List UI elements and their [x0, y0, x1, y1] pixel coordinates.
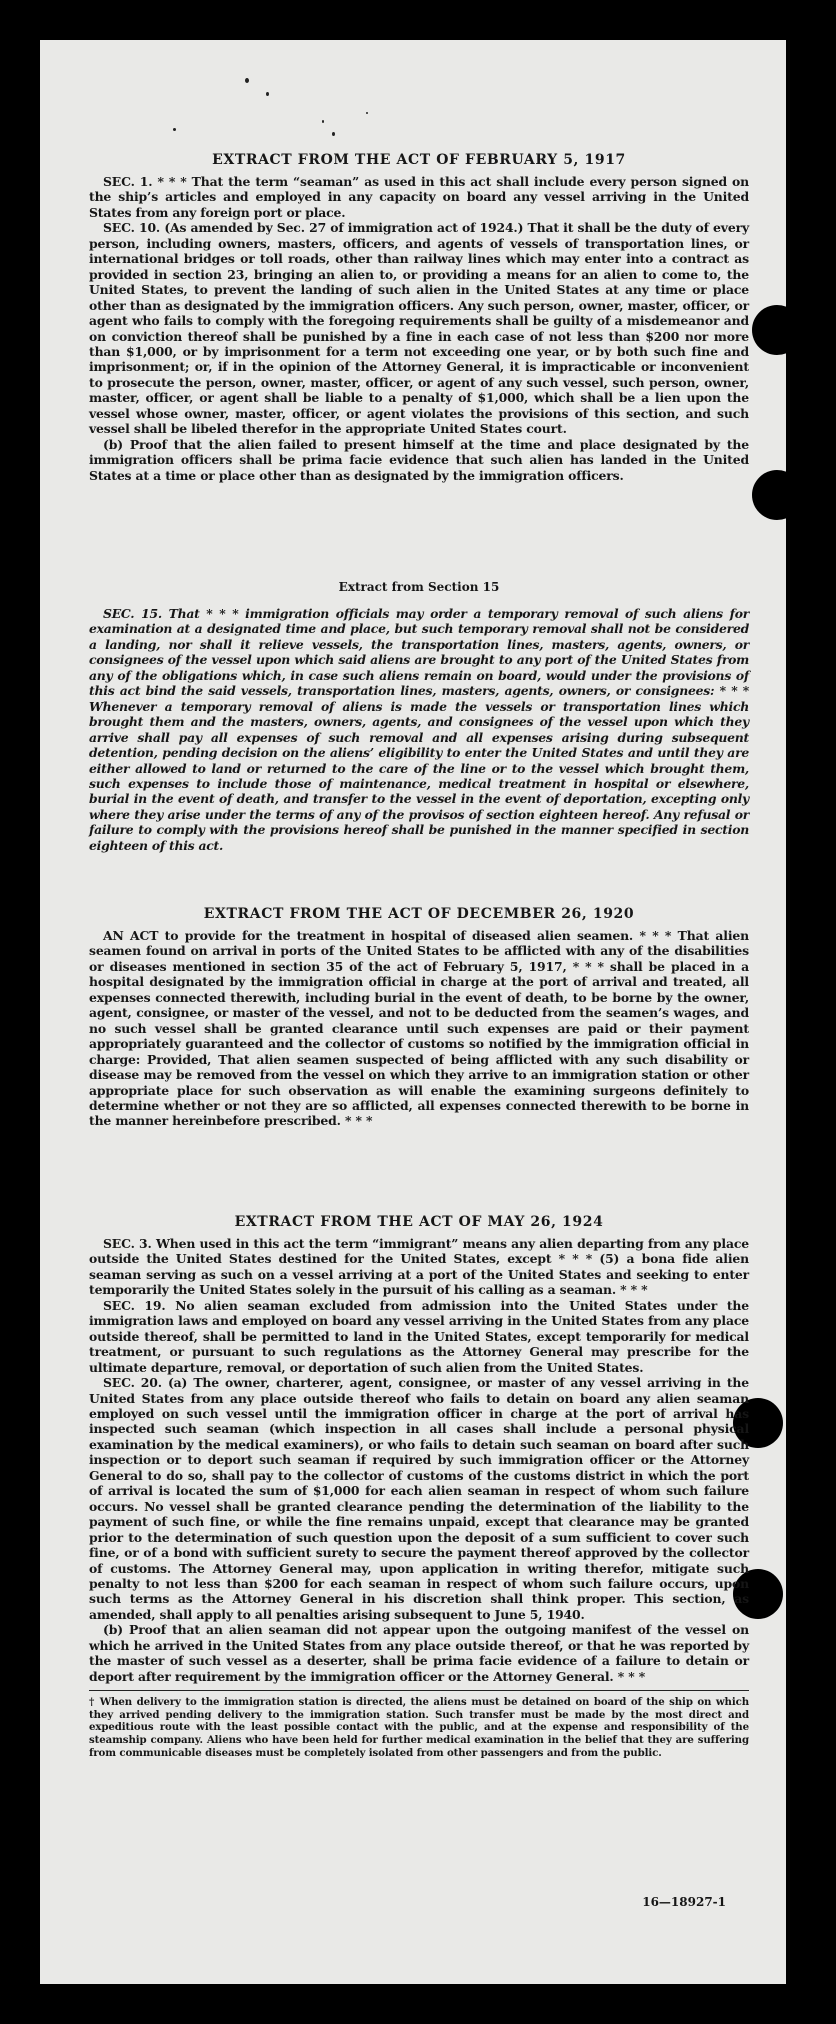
ink-speck	[322, 120, 324, 123]
section-heading: Extract from Section 15	[338, 580, 500, 594]
ink-speck	[173, 128, 176, 131]
paragraph: SEC. 10. (As amended by Sec. 27 of immigration act of 1924.) That it shall be the duty of every person, including owners, masters, officers, and agents of vessels of transportation lines, or international bridges or toll roads, other than railway lines which may enter into a contract as provided in section 23, bringing an alien to, or providing a means for an alien to come to, the United States, to prevent the landing of such alien in the United States at any time or place other than as designated by the immigration officers. Any such person, owner, master, officer, or agent who fails to comply with the foregoing requirements shall be guilty of a misdemeanor and on conviction thereof shall be punished by a fine in each case of not less than $200 nor more than $1,000, or by imprisonment for a term not exceeding one year, or by both such fine and imprisonment; or, if in the opinion of the Attorney General, it is impracticable or inconvenient to prosecute the person, owner, master, officer, or agent of any such vessel, such person, owner, master, officer, or agent shall be liable to a penalty of $1,000, which shall be a lien upon the vessel whose owner, master, officer, or agent violates the provisions of this section, and such vessel shall be libeled therefor in the appropriate United States court.	[89, 220, 749, 437]
ink-speck	[245, 78, 249, 83]
footnote-divider	[89, 1690, 749, 1691]
form-code: 16—18927-1	[642, 1895, 726, 1909]
paragraph: AN ACT to provide for the treatment in hospital of diseased alien seamen. * * * That alien seamen found on arrival in ports of the United States to be afflicted with any of the disabilities or diseases mentioned in section 35 of the act of February 5, 1917, * * * shall be placed in a hospital designated by the immigration official in charge at the port of arrival and treated, all expenses connected therewith, including burial in the event of death, to be borne by the owner, agent, consignee, or master of the vessel, and not to be deducted from the seamen’s wages, and no such vessel shall be granted clearance until such expenses are paid or their payment appropriately guaranteed and the collector of customs so notified by the immigration official in charge: Provided, That alien seamen suspected of being afflicted with any such disability or disease may be removed from the vessel on which they arrive to an immigration station or other appropriate place for such observation as will enable the examining surgeons definitely to determine whether or not they are so afflicted, all expenses connected therewith to be borne in the manner hereinbefore prescribed. * * *	[89, 928, 749, 1129]
paragraph: SEC. 3. When used in this act the term “immigrant” means any alien departing from any place outside the United States destined for the United States, except * * * (5) a bona fide alien seaman serving as such on a vessel arriving at a port of the United States and seeking to enter temporarily the United States solely in the pursuit of his calling as a seaman. * * *	[89, 1236, 749, 1298]
paragraph: (b) Proof that the alien failed to present himself at the time and place designated by the immigration officers shall be prima facie evidence that such alien has landed in the United States at a time or place other than as designated by the immigration officers.	[89, 436, 749, 483]
paragraph: SEC. 19. No alien seaman excluded from admission into the United States under the immigration laws and employed on board any vessel arriving in the United States from any place outside thereof, shall be permitted to land in the United States, except temporarily for medical treatment, or pursuant to such regulations as the Attorney General may prescribe for the ultimate departure, removal, or deportation of such alien from the United States.	[89, 1297, 749, 1375]
section-act-1920	[89, 906, 749, 1129]
section-heading: EXTRACT FROM THE ACT OF MAY 26, 1924	[234, 1214, 604, 1230]
section-act-1924	[89, 1214, 749, 1759]
ink-speck	[266, 92, 269, 96]
paragraph: (b) Proof that an alien seaman did not appear upon the outgoing manifest of the vessel on which he arrived in the United States from any place outside thereof, or that he was reported by the master of such vessel as a deserter, shall be prima facie evidence of a failure to detain or deport after requirement by the immigration officer or the Attorney General. * * *	[89, 1622, 749, 1684]
document-page	[40, 40, 786, 1984]
footnote: † When delivery to the immigration station is directed, the aliens must be detained on board of the ship on which they arrived pending delivery to the immigration station. Such transfer must be made by the most direct and expeditious route with the least possible contact with the public, and at the expense and responsibility of the steamship company. Aliens who have been held for further medical examination in the belief that they are suffering from communicable diseases must be completely isolated from other passengers and from the public.	[89, 1696, 749, 1759]
section-extract-15	[89, 580, 749, 853]
paragraph: SEC. 20. (a) The owner, charterer, agent, consignee, or master of any vessel arriving in the United States from any place outside thereof who fails to detain on board any alien seaman employed on such vessel until the immigration officer in charge at the port of arrival has inspected such seaman (which inspection in all cases shall include a personal physical examination by the medical examiners), or who fails to detain such seaman on board after such inspection or to deport such seaman if required by such immigration officer or the Attorney General to do so, shall pay to the collector of customs of the customs district in which the port of arrival is located the sum of $1,000 for each alien seaman in respect of whom such failure occurs. No vessel shall be granted clearance pending the determination of the liability to the payment of such fine, or while the fine remains unpaid, except that clearance may be granted prior to the determination of such question upon the deposit of a sum sufficient to cover such fine, or of a bond with sufficient surety to secure the payment thereof approved by the collector of customs. The Attorney General may, upon application in writing therefor, mitigate such penalty to not less than $200 for each seaman in respect of whom such failure occurs, upon such terms as the Attorney General in his discretion shall think proper. This section, as amended, shall apply to all penalties arising subsequent to June 5, 1940.	[89, 1375, 749, 1622]
paragraph: SEC. 1. * * * That the term “seaman” as used in this act shall include every person signed on the ship’s articles and employed in any capacity on board any vessel arriving in the United States from any foreign port or place.	[89, 174, 749, 220]
ink-speck	[332, 132, 335, 136]
section-heading: EXTRACT FROM THE ACT OF DECEMBER 26, 1920	[203, 906, 635, 922]
paragraph: SEC. 15. That * * * immigration officials may order a temporary removal of such aliens for examination at a designated time and place, but such temporary removal shall not be considered a landing, nor shall it relieve vessels, the transportation lines, masters, agents, owners, or consignees of the vessel upon which said aliens are brought to any port of the United States from any of the obligations which, in case such aliens remain on board, would under the provisions of this act bind the said vessels, transportation lines, masters, agents, owners, or consignees: * * * Whenever a temporary removal of aliens is made the vessels or transportation lines which brought them and the masters, owners, agents, and consignees of the vessel upon which they arrive shall pay all expenses of such removal and all expenses arising during subsequent detention, pending decision on the aliens’ eligibility to enter the United States and until they are either allowed to land or returned to the care of the line or to the vessel which brought them, such expenses to include those of maintenance, medical treatment in hospital or elsewhere, burial in the event of death, and transfer to the vessel in the event of deportation, excepting only where they arise under the terms of any of the provisos of section eighteen hereof. Any refusal or failure to comply with the provisions hereof shall be punished in the manner specified in section eighteen of this act.	[89, 606, 749, 853]
binder-hole	[752, 470, 786, 520]
binder-hole	[752, 305, 786, 355]
section-heading: EXTRACT FROM THE ACT OF FEBRUARY 5, 1917	[212, 152, 626, 168]
section-act-1917	[89, 152, 749, 483]
ink-speck	[366, 112, 368, 114]
